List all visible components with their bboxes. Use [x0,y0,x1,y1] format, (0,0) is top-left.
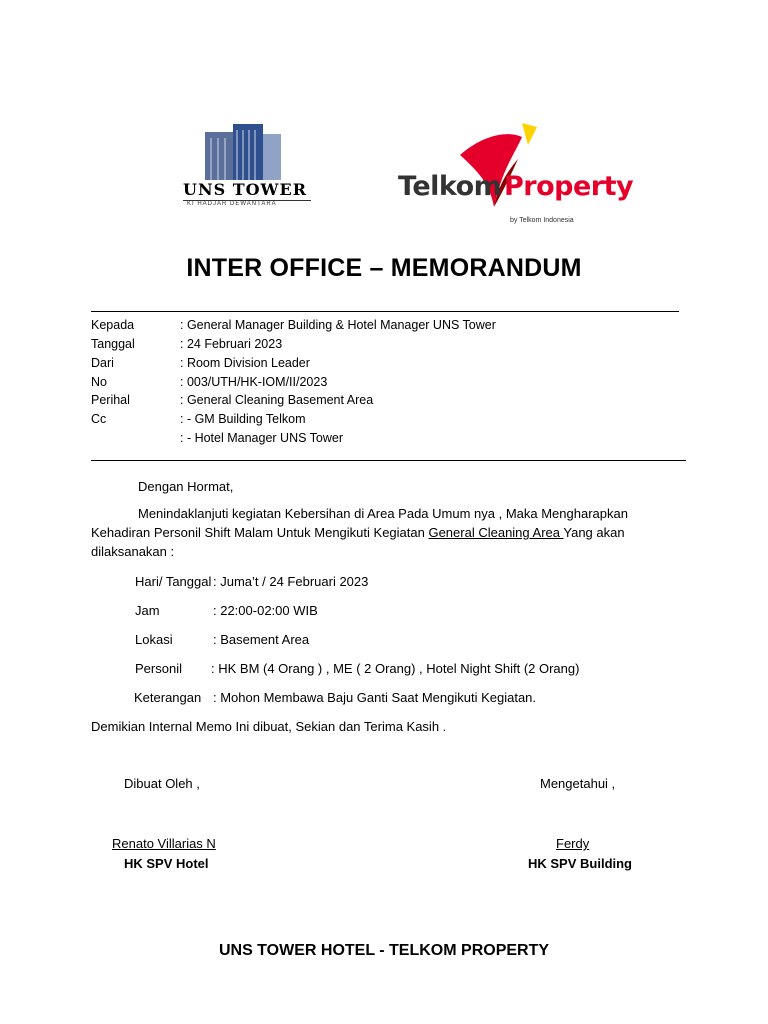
detail-label-lokasi: Lokasi [135,632,173,647]
header-value-kepada: : General Manager Building & Hotel Manager UNS Tower [180,318,496,332]
closing-text: Demikian Internal Memo Ini dibuat, Sekian dan Terima Kasih . [91,719,447,734]
detail-value-hari: : Juma’t / 24 Februari 2023 [213,574,369,589]
detail-label-keterangan: Keterangan [134,690,202,705]
sign-left-title: HK SPV Hotel [124,856,209,871]
paragraph-line-2 [91,525,625,541]
sign-right-name: Ferdy [556,836,590,851]
detail-value-keterangan: : Mohon Membawa Baju Ganti Saat Mengikuti Kegiatan. [213,690,537,705]
property-text: Property [504,171,634,202]
header-value-tanggal: : 24 Februari 2023 [180,337,283,351]
detail-label-personil: Personil [135,661,182,676]
header-label-no: No [91,375,107,389]
header-value-cc-1: : - GM Building Telkom [180,412,306,426]
paragraph-line-3: dilaksanakan : [91,544,175,559]
detail-value-personil: : HK BM (4 Orang ) , ME ( 2 Orang) , Hotel Night Shift (2 Orang) [211,661,580,676]
telkom-property-logo [390,115,634,235]
detail-value-lokasi: : Basement Area [213,632,310,647]
detail-value-jam: : 22:00-02:00 WIB [213,603,318,618]
sign-right-heading: Mengetahui , [540,776,616,791]
detail-label-jam: Jam [135,603,160,618]
header-value-dari: : Room Division Leader [180,356,310,370]
sign-right-title: HK SPV Building [528,856,632,871]
paragraph-line-1: Menindaklanjuti kegiatan Kebersihan di Area Pada Umum nya , Maka Mengharapkan [138,506,628,521]
header-label-tanggal: Tanggal [91,337,135,351]
paragraph-line-2-text: Kehadiran Personil Shift Malam Untuk Mengikuti Kegiatan [91,525,429,540]
telkom-text: Telkom [398,171,502,202]
uns-logo-text: UNS TOWER [183,180,308,199]
header-label-kepada: Kepada [91,318,135,332]
sign-left-heading: Dibuat Oleh , [124,776,200,791]
title-divider [91,311,679,312]
detail-label-hari: Hari/ Tanggal [135,574,212,589]
header-value-perihal: : General Cleaning Basement Area [180,393,374,407]
header-value-no: : 003/UTH/HK-IOM/II/2023 [180,375,328,389]
telkom-subtext: by Telkom Indonesia [510,217,574,224]
header-divider [91,460,686,461]
uns-logo-subtext: KI HADJAR DEWANTARA [187,201,277,207]
paragraph-line-2-end: Yang akan [563,525,625,540]
footer-text: UNS TOWER HOTEL - TELKOM PROPERTY [218,942,550,959]
greeting: Dengan Hormat, [138,479,234,494]
header-label-cc: Cc [91,412,107,426]
general-cleaning-area-underlined: General Cleaning Area [428,525,564,540]
header-label-perihal: Perihal [91,393,130,407]
sign-left-name: Renato Villarias N [112,836,216,851]
memo-title: INTER OFFICE – MEMORANDUM [186,254,582,282]
header-value-cc-2: : - Hotel Manager UNS Tower [180,431,344,445]
header-label-dari: Dari [91,356,114,370]
uns-tower-logo [165,110,315,220]
